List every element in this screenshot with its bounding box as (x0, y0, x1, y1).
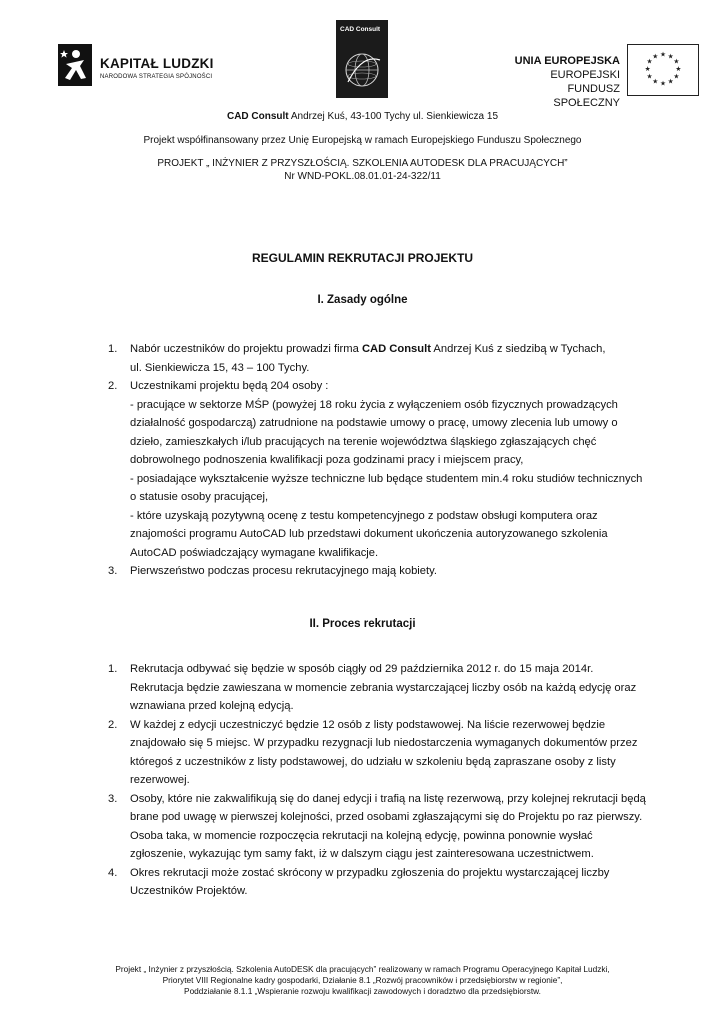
footer-line: Poddziałanie 8.1.1 „Wspieranie rozwoju kwalifikacji zawodowych i doradztwo dla przedsiębiorstw. (184, 986, 541, 996)
item-line: - posiadające wykształcenie wyższe techniczne lub będące studentem min.4 roku studiów technicznych (130, 472, 643, 485)
company-name: CAD Consult (226, 111, 289, 122)
section-2-list (108, 660, 648, 901)
page-footer (0, 964, 725, 997)
section-1-heading: I. Zasady ogólne (317, 294, 408, 306)
company-line (0, 111, 725, 122)
item-number: 1. (108, 663, 118, 675)
document-title: REGULAMIN REKRUTACJI PROJEKTU (251, 251, 474, 265)
item-text: Andrzej Kuś z siedzibą w Tychach, (430, 343, 606, 355)
cad-consult-logo (336, 20, 388, 98)
svg-text:★: ★ (659, 50, 667, 59)
list-item (108, 377, 648, 562)
svg-text:★: ★ (659, 79, 667, 88)
svg-text:★: ★ (673, 57, 680, 66)
item-line: o statusie osoby pracującej, (130, 491, 269, 503)
item-number: 3. (108, 792, 118, 805)
list-item (108, 660, 648, 716)
item-line: wznawiana przed kolejną edycją. (130, 700, 294, 712)
eu-line1: UNIA EUROPEJSKA (514, 55, 620, 67)
list-item (108, 716, 648, 790)
kapital-ludzki-title: KAPITAŁ LUDZKI (100, 56, 214, 71)
item-number: 2. (108, 380, 118, 392)
item-number: 3. (108, 565, 118, 577)
item-line: Uczestnikami projektu będą 204 osoby : (130, 380, 329, 392)
kapital-ludzki-logo (56, 42, 216, 92)
section-2-heading: II. Proces rekrutacji (309, 618, 416, 630)
kapital-ludzki-emblem-icon (56, 42, 94, 88)
eu-line2: EUROPEJSKI (550, 69, 620, 81)
item-line: dzieło, zamieszkałych i/lub pracujących na terenie województwa śląskiego zgłaszających chęć (130, 435, 597, 448)
svg-text:★: ★ (652, 77, 659, 86)
eu-flag-icon (627, 44, 699, 96)
item-line: Pierwszeństwo podczas procesu rekrutacyjnego mają kobiety. (130, 565, 437, 577)
item-line: któregoś z uczestników z listy podstawowej, do udziału w szkoleniu będą zapraszane osoby z listy (130, 755, 616, 768)
item-line: - pracujące w sektorze MŚP (powyżej 18 roku życia z wyłączeniem osób fizycznych prowadzących (130, 398, 618, 411)
list-item (108, 340, 648, 377)
svg-text:★: ★ (675, 64, 682, 73)
item-number: 4. (108, 866, 118, 879)
item-line: Uczestników Projektów. (130, 885, 248, 897)
project-header (0, 157, 725, 183)
item-line: Rekrutacja odbywać się będzie w sposób ciągły od 29 października 2012 r. do 15 maja 2014r. (130, 663, 594, 675)
item-line: brane pod uwagę w pierwszej kolejności, przed osobami zgłaszającymi się do Projektu po raz pierwszy. (130, 811, 643, 823)
item-number: 1. (108, 343, 118, 355)
list-item (108, 790, 648, 864)
company-address: Andrzej Kuś, 43-100 Tychy ul. Sienkiewicza 15 (288, 111, 499, 122)
item-line: Rekrutacja będzie zawieszana w momencie zebrania wystarczającej liczby osób na każdą edycję oraz (130, 681, 637, 694)
svg-text:★: ★ (646, 72, 653, 81)
item-bold-text: CAD Consult (361, 343, 431, 355)
svg-text:★: ★ (652, 52, 659, 61)
item-line: Osoba taka, w momencie rozpoczęcia rekrutacji na kolejną edycję, powinna ponownie wysłać (130, 829, 593, 842)
list-item (108, 562, 648, 581)
svg-text:★: ★ (667, 52, 674, 61)
item-line: dobrowolnego podnoszenia kwalifikacji poza godzinami pracy i miejscem pracy, (130, 454, 524, 466)
project-name: PROJEKT „ INŻYNIER Z PRZYSZŁOŚCIĄ. SZKOLENIA AUTODESK DLA PRACUJĄCYCH” (157, 158, 568, 169)
svg-text:★: ★ (667, 77, 674, 86)
item-line: - które uzyskają pozytywną ocenę z testu kompetencyjnego z podstaw obsługi komputera oraz (130, 509, 598, 522)
kapital-ludzki-subtitle: NARODOWA STRATEGIA SPÓJNOŚCI (100, 74, 213, 80)
cad-consult-logo-text: CAD Consult (340, 26, 381, 33)
svg-text:★: ★ (673, 72, 680, 81)
section-1-list (108, 340, 648, 581)
item-line: ul. Sienkiewicza 15, 43 – 100 Tychy. (130, 361, 310, 374)
footer-line: Priorytet VIII Regionalne kadry gospodarki, Działanie 8.1 „Rozwój pracowników i przedsiębiorstw w regionie”, (162, 975, 563, 985)
item-text: Nabór uczestników do projektu prowadzi firma (130, 343, 362, 355)
item-line: zgłoszenie, wykazując tym samy fakt, iż w dalszym ciągu jest zainteresowana uczestnictwem. (130, 848, 594, 860)
item-line: W każdej z edycji uczestniczyć będzie 12 osób z listy podstawowej. Na liście rezerwowej będzie (130, 718, 606, 731)
footer-line: Projekt „ Inżynier z przyszłością. Szkolenia AutoDESK dla pracujących” realizowany w ramach Programu Operacyjnego Kapitał Ludzki, (115, 964, 610, 974)
cofinance-line: Projekt współfinansowany przez Unię Europejską w ramach Europejskiego Funduszu Społecznego (143, 135, 582, 146)
item-line: Osoby, które nie zakwalifikują się do danej edycji i trafią na listę rezerwową, przy kolejnej rekrutacji będą (130, 792, 646, 805)
globe-icon (336, 20, 388, 98)
item-line: działalność gospodarczą) zatrudnione na podstawie umowy o pracę, umowy zlecenia lub umowy o (130, 417, 618, 429)
svg-text:★: ★ (646, 57, 653, 66)
item-line: Okres rekrutacji może zostać skrócony w przypadku zgłoszenia do projektu wystarczającej liczby (130, 866, 610, 879)
svg-text:★: ★ (644, 64, 651, 73)
eu-line3: FUNDUSZ SPOŁECZNY (553, 83, 620, 109)
item-line: rezerwowej. (130, 774, 190, 786)
list-item (108, 864, 648, 901)
eu-fund-text (500, 54, 620, 110)
project-number: Nr WND-POKL.08.01.01-24-322/11 (284, 171, 441, 182)
item-line: znajomości programu AutoCAD lub przedstawi dokument ukończenia autoryzowanego szkolenia (130, 528, 608, 540)
item-line: AutoCAD poświadczający wymagane kwalifikacje. (130, 546, 379, 559)
item-line: znajdowało się 5 miejsc. W przypadku rezygnacji lub niedostarczenia wymaganych dokumentów przez (130, 737, 638, 749)
item-number: 2. (108, 718, 118, 731)
